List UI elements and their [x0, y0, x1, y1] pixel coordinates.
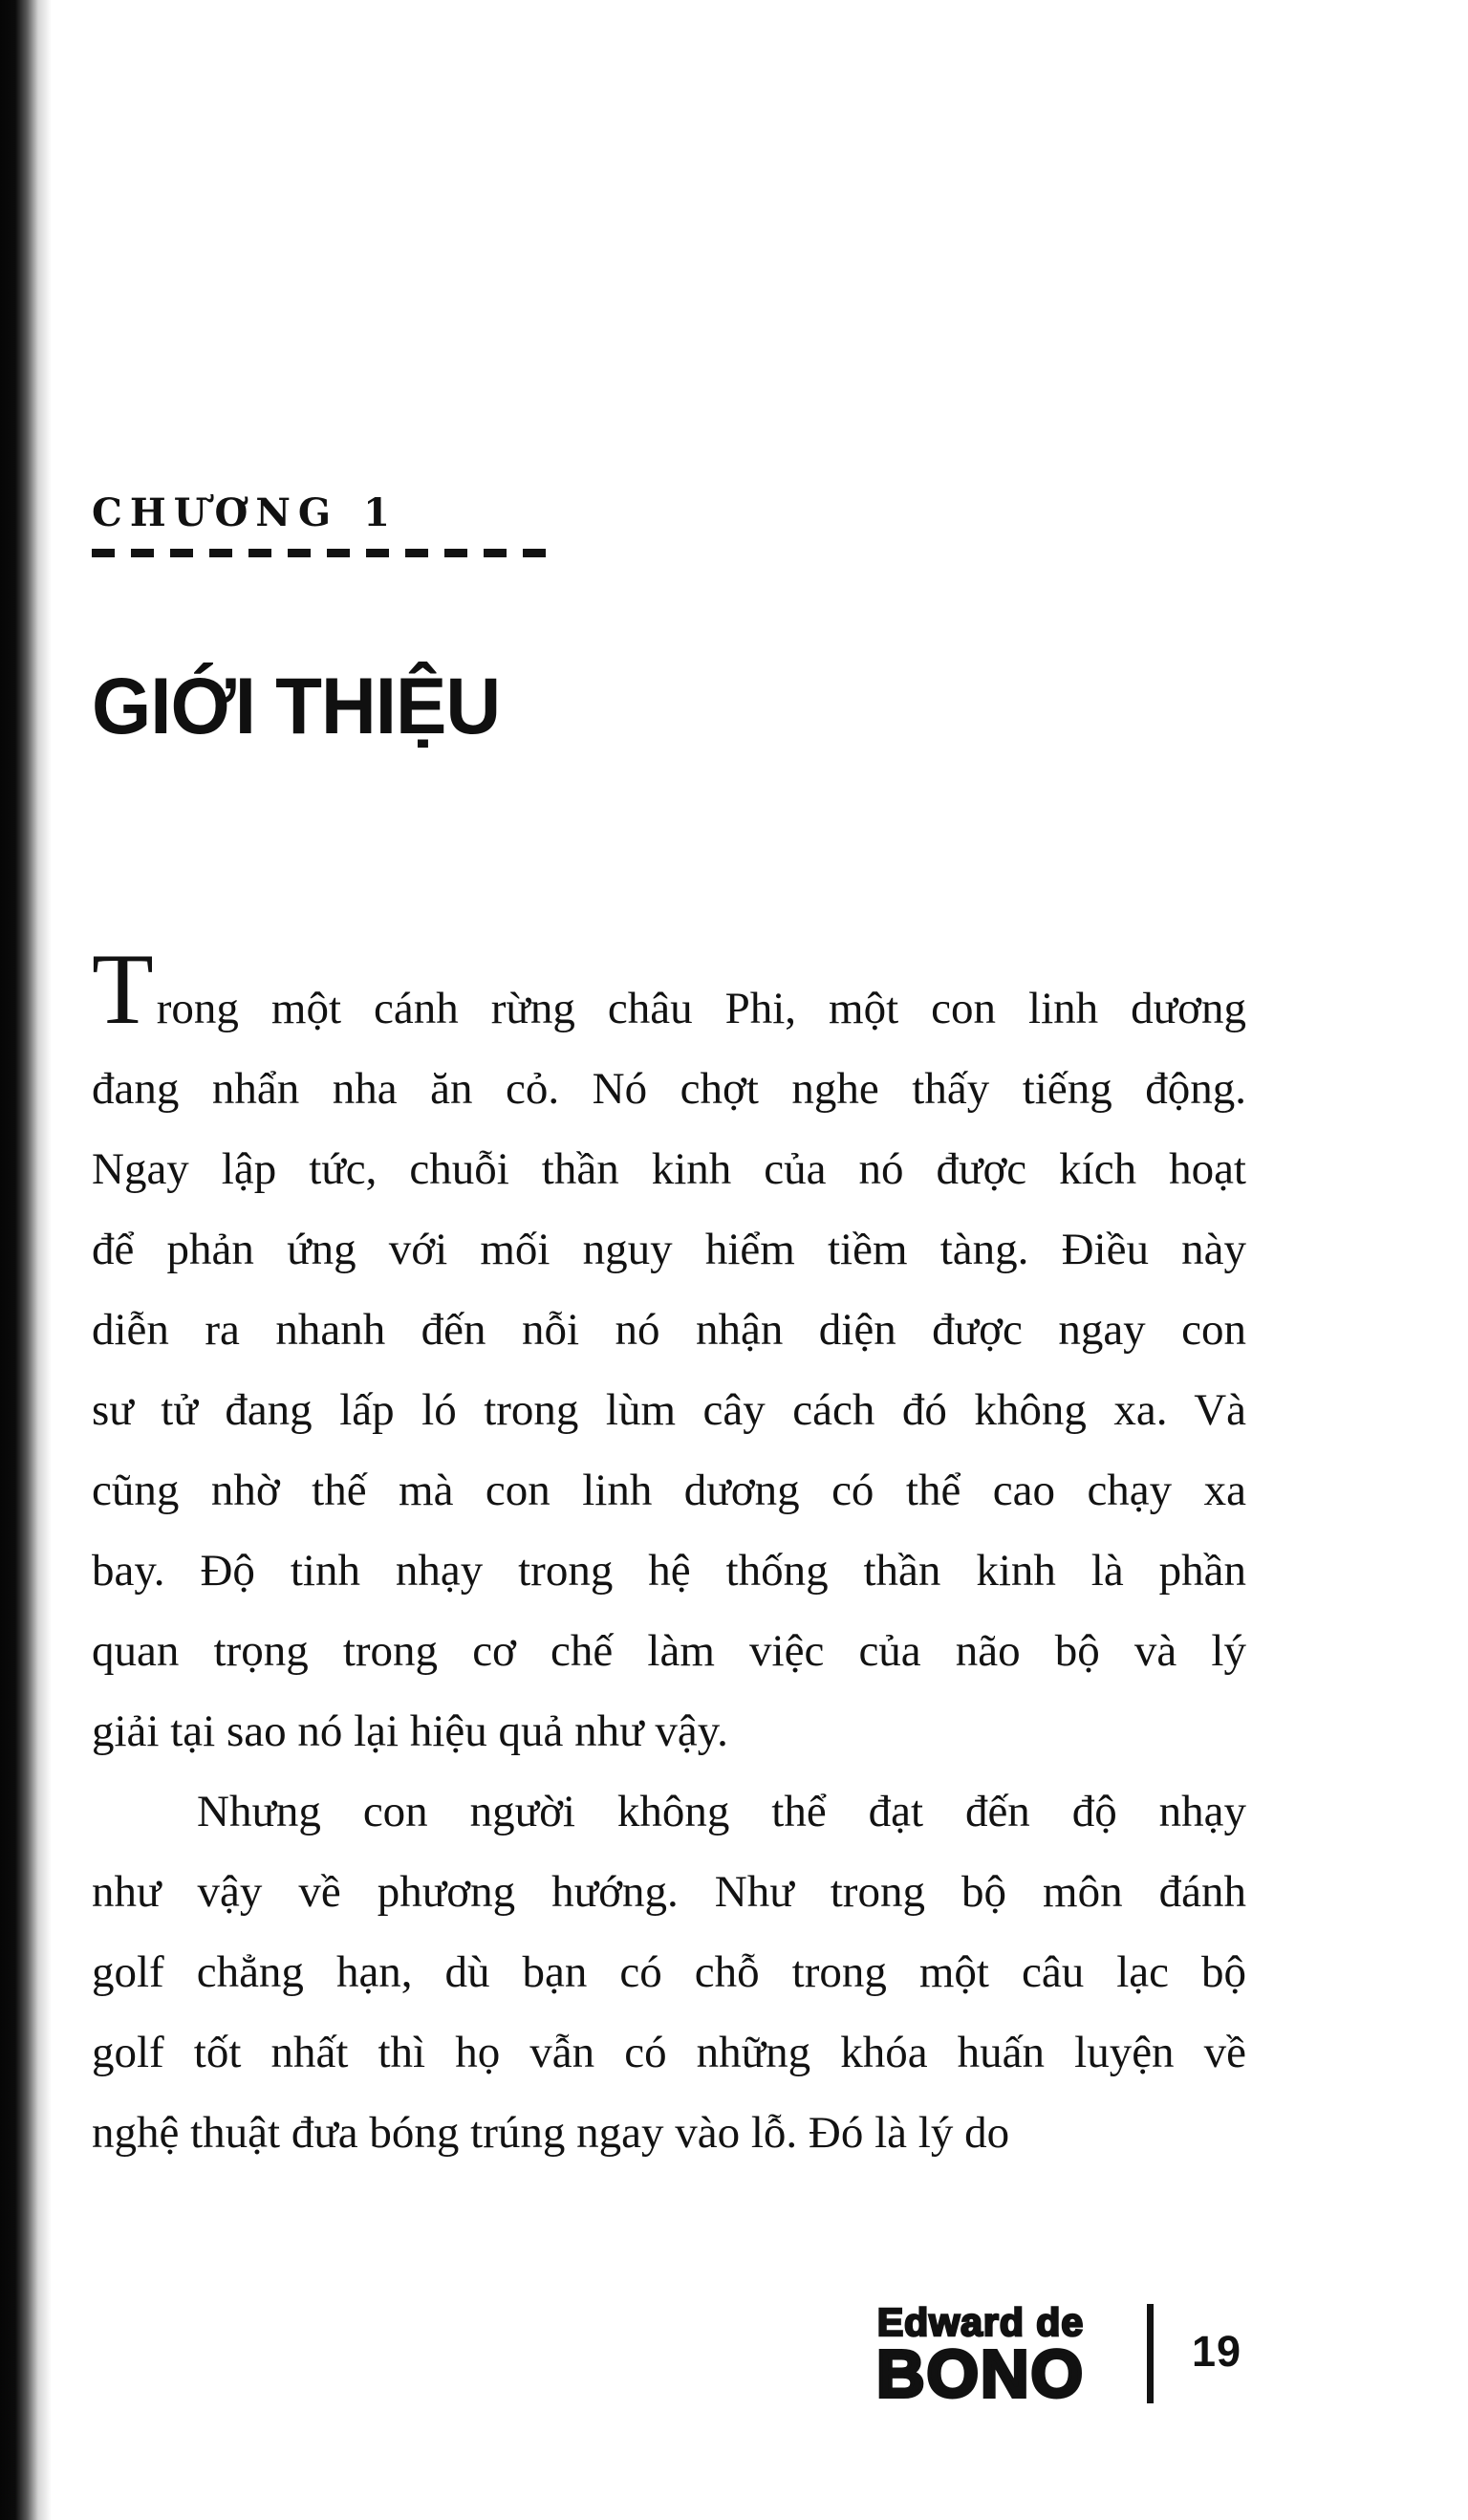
page-number: 19	[1192, 2327, 1242, 2376]
chapter-number: 1	[363, 490, 398, 535]
text-line: sư tử đang lấp ló trong lùm cây cách đó không xa. Và	[92, 1385, 1246, 1435]
text-line: cũng nhờ thế mà con linh dương có thể cao chạy xa	[92, 1466, 1246, 1515]
text-line: Nhưng con người không thể đạt đến độ nhạy	[197, 1787, 1246, 1836]
logo-author-first-line: Edward de	[876, 2300, 1085, 2344]
footer-divider-bar	[1147, 2304, 1154, 2403]
drop-cap: T	[92, 933, 157, 1045]
text-line: quan trọng trong cơ chế làm việc của não bộ và lý	[92, 1626, 1246, 1676]
text-line: diễn ra nhanh đến nỗi nó nhận diện được ngay con	[92, 1305, 1246, 1355]
chapter-label-text: CHƯƠNG	[92, 490, 339, 535]
book-binding-shadow	[0, 0, 52, 2520]
text-line: nghệ thuật đưa bóng trúng ngay vào lỗ. Đó là lý do	[92, 2108, 1010, 2158]
text-line: golf tốt nhất thì họ vẫn có những khóa huấn luyện về	[92, 2028, 1246, 2077]
logo-author-surname: BONO	[876, 2336, 1085, 2411]
body-text	[92, 933, 1246, 2173]
publisher-logo	[849, 2300, 1112, 2411]
text-line: Ngay lập tức, chuỗi thần kinh của nó được kích hoạt	[92, 1144, 1246, 1194]
text-line: Trong một cánh rừng châu Phi, một con linh dương	[92, 933, 1246, 1045]
text-line: golf chẳng hạn, dù bạn có chỗ trong một câu lạc bộ	[92, 1947, 1246, 1997]
dashed-divider	[92, 549, 562, 557]
page-content	[92, 0, 1246, 2173]
text-line: bay. Độ tinh nhạy trong hệ thống thần kinh là phần	[92, 1546, 1246, 1596]
text-line: giải tại sao nó lại hiệu quả như vậy.	[92, 1706, 728, 1756]
chapter-label	[92, 491, 1246, 535]
text-line: như vậy về phương hướng. Như trong bộ môn đánh	[92, 1867, 1246, 1917]
page-footer	[849, 2300, 1242, 2411]
text-line: đang nhẩn nha ăn cỏ. Nó chợt nghe thấy tiếng động.	[92, 1064, 1246, 1114]
page-title: GIỚI THIỆU	[92, 662, 501, 750]
text-line: để phản ứng với mối nguy hiểm tiềm tàng. Điều này	[92, 1225, 1246, 1274]
